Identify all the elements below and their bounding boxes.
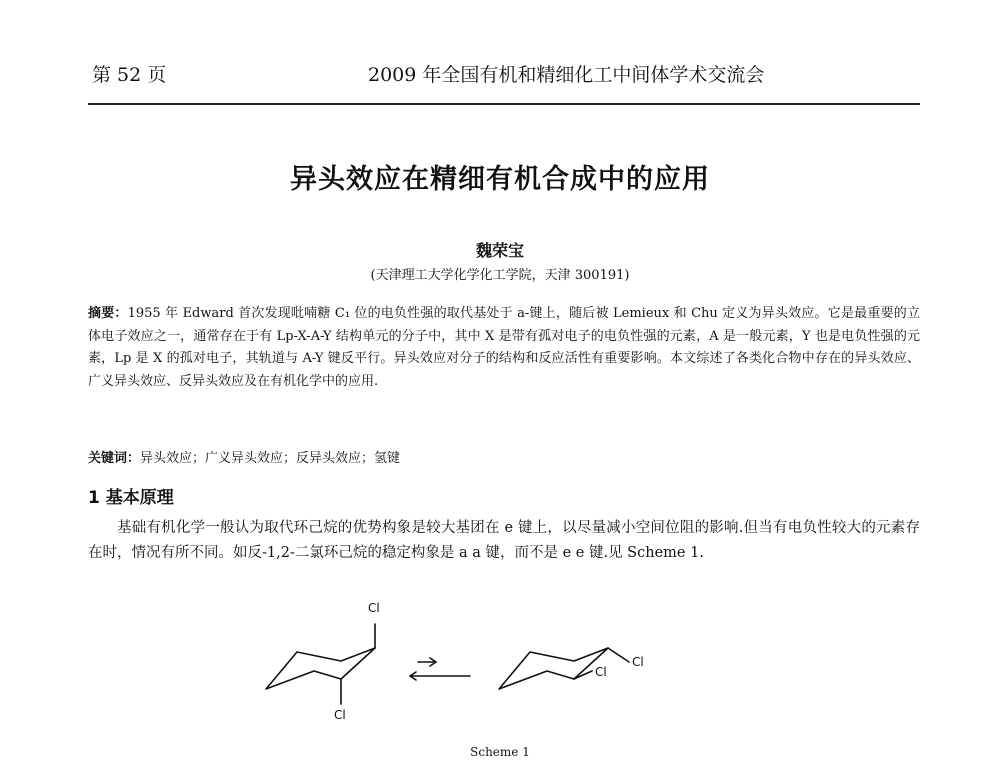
cl-label-right-2: Cl <box>595 665 607 679</box>
author-affiliation: (天津理工大学化学化工学院，天津 300191) <box>370 268 630 283</box>
abstract-label: 摘要： <box>88 306 128 321</box>
header-rule <box>88 103 920 105</box>
author-name: 魏荣宝 <box>475 241 524 260</box>
conference-header: 2009 年全国有机和精细化工中间体学术交流会 <box>368 64 765 86</box>
keywords-text: 异头效应；广义异头效应；反异头效应；氢键 <box>140 451 401 466</box>
right-equatorial-bond-2 <box>574 671 592 679</box>
abstract <box>88 303 920 393</box>
left-chair-ring <box>266 648 375 689</box>
body-paragraph: 基础有机化学一般认为取代环己烷的优势构象是较大基团在 e 键上，以尽量减小空间位阻的影响.但当有电负性较大的元素存在时，情况有所不同。如反-1,2-二氯环己烷的稳定构象是 a a 键，而不是 e e 键.见 Scheme 1. <box>88 520 920 561</box>
right-chair-ring <box>499 648 608 689</box>
keywords <box>88 447 920 466</box>
paper-title: 异头效应在精细有机合成中的应用 <box>290 164 710 195</box>
cl-label-top: Cl <box>368 601 380 615</box>
abstract-text: 1955 年 Edward 首次发现吡喃糖 C₁ 位的电负性强的取代基处于 a-键上，随后被 Lemieux 和 Chu 定义为异头效应。它是最重要的立体电子效应之一，通常存在于有 Lp-X-A-Y 结构单元的分子中，其中 X 是带有孤对电子的电负性强的元素，A 是一般元素，Y 也是电负性强的元素，Lp 是 X 的孤对电子，其轨道与 A-Y 键反平行。异头效应对分子的结构和反应活性有重要影响。本文综述了各类化合物中存在的异头效应、广义异头效应、反异头效应及在有机化学中的应用. <box>88 306 920 389</box>
page-number-label: 第 52 页 <box>92 64 167 86</box>
scheme-1-diagram <box>258 596 658 741</box>
section-heading: 1 基本原理 <box>88 488 174 508</box>
scheme-caption: Scheme 1 <box>470 745 530 759</box>
cl-label-bottom: Cl <box>334 708 346 722</box>
right-equatorial-bond-1 <box>608 648 629 662</box>
cl-label-right-1: Cl <box>632 655 644 669</box>
keywords-label: 关键词： <box>88 451 141 466</box>
